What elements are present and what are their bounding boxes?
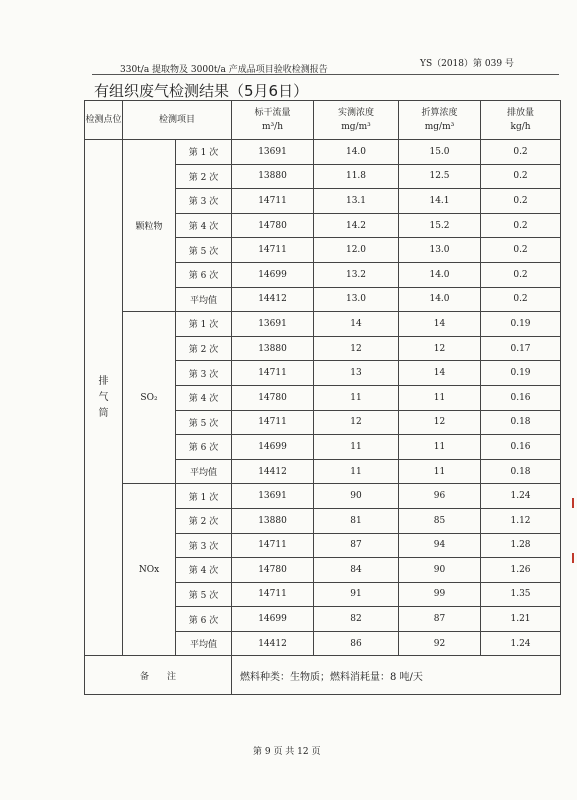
header-rule <box>92 74 559 75</box>
flow-cell: 14412 <box>232 631 314 656</box>
converted-cell: 94 <box>399 533 481 558</box>
emission-cell: 1.28 <box>481 533 561 558</box>
converted-cell: 13.0 <box>399 238 481 263</box>
converted-cell: 11 <box>399 385 481 410</box>
sample-label-cell: 第 6 次 <box>176 607 232 632</box>
header-item: 检测项目 <box>123 101 232 140</box>
edge-mark <box>572 498 574 508</box>
flow-cell: 14780 <box>232 385 314 410</box>
emission-cell: 0.2 <box>481 213 561 238</box>
emission-cell: 0.16 <box>481 435 561 460</box>
emission-cell: 0.19 <box>481 312 561 337</box>
pollutant-cell: 颗粒物 <box>123 140 176 312</box>
table-row <box>85 484 561 509</box>
pollutant-cell: SO₂ <box>123 312 176 484</box>
sample-label-cell: 第 3 次 <box>176 533 232 558</box>
measured-cell: 91 <box>314 582 399 607</box>
measured-cell: 13.2 <box>314 262 399 287</box>
pollutant-cell: NOx <box>123 484 176 656</box>
emission-cell: 0.2 <box>481 262 561 287</box>
sample-label-cell: 第 1 次 <box>176 312 232 337</box>
sample-label-cell: 平均值 <box>176 287 232 312</box>
location-cell: 排 气 筒 <box>85 140 123 656</box>
emission-cell: 0.2 <box>481 287 561 312</box>
measured-cell: 11 <box>314 435 399 460</box>
header-converted-unit: mg/m³ <box>424 122 455 132</box>
converted-cell: 85 <box>399 508 481 533</box>
emission-cell: 1.24 <box>481 631 561 656</box>
converted-cell: 14 <box>399 361 481 386</box>
sample-label-cell: 第 5 次 <box>176 582 232 607</box>
emission-cell: 0.17 <box>481 336 561 361</box>
sample-label-cell: 第 4 次 <box>176 558 232 583</box>
flow-cell: 13691 <box>232 484 314 509</box>
sample-label-cell: 第 5 次 <box>176 238 232 263</box>
converted-cell: 90 <box>399 558 481 583</box>
flow-cell: 14780 <box>232 213 314 238</box>
header-emission-unit: kg/h <box>510 122 531 132</box>
edge-mark <box>572 553 574 563</box>
header-converted-label: 折算浓度 <box>421 108 458 118</box>
sample-label-cell: 第 3 次 <box>176 189 232 214</box>
emission-cell: 0.16 <box>481 385 561 410</box>
converted-cell: 11 <box>399 459 481 484</box>
measured-cell: 11.8 <box>314 164 399 189</box>
converted-cell: 96 <box>399 484 481 509</box>
flow-cell: 13880 <box>232 508 314 533</box>
converted-cell: 14.1 <box>399 189 481 214</box>
converted-cell: 15.0 <box>399 140 481 165</box>
converted-cell: 14.0 <box>399 287 481 312</box>
measured-cell: 90 <box>314 484 399 509</box>
converted-cell: 14 <box>399 312 481 337</box>
measured-cell: 86 <box>314 631 399 656</box>
measured-cell: 11 <box>314 459 399 484</box>
converted-cell: 12.5 <box>399 164 481 189</box>
measured-cell: 13 <box>314 361 399 386</box>
sample-label-cell: 第 2 次 <box>176 336 232 361</box>
emission-cell: 1.12 <box>481 508 561 533</box>
sample-label-cell: 第 2 次 <box>176 164 232 189</box>
emission-cell: 1.24 <box>481 484 561 509</box>
header-emission <box>481 101 561 140</box>
emission-cell: 0.18 <box>481 410 561 435</box>
converted-cell: 14.0 <box>399 262 481 287</box>
sample-label-cell: 平均值 <box>176 631 232 656</box>
measured-cell: 13.1 <box>314 189 399 214</box>
header-flow-label: 标干流量 <box>254 108 291 118</box>
header-measured <box>314 101 399 140</box>
flow-cell: 14699 <box>232 435 314 460</box>
sample-label-cell: 平均值 <box>176 459 232 484</box>
sample-label-cell: 第 4 次 <box>176 213 232 238</box>
header-converted <box>399 101 481 140</box>
header-measured-label: 实测浓度 <box>338 108 375 118</box>
report-number: YS（2018）第 039 号 <box>420 59 514 69</box>
measured-cell: 12.0 <box>314 238 399 263</box>
remark-row <box>85 656 561 695</box>
emission-cell: 0.2 <box>481 189 561 214</box>
measured-cell: 11 <box>314 385 399 410</box>
flow-cell: 14699 <box>232 607 314 632</box>
flow-cell: 14780 <box>232 558 314 583</box>
converted-cell: 92 <box>399 631 481 656</box>
sample-label-cell: 第 3 次 <box>176 361 232 386</box>
flow-cell: 13691 <box>232 140 314 165</box>
emission-cell: 1.21 <box>481 607 561 632</box>
measured-cell: 14.0 <box>314 140 399 165</box>
converted-cell: 12 <box>399 336 481 361</box>
sample-label-cell: 第 6 次 <box>176 435 232 460</box>
sample-label-cell: 第 2 次 <box>176 508 232 533</box>
header-point: 检测点位 <box>85 101 123 140</box>
emission-results-table <box>84 100 561 695</box>
flow-cell: 14711 <box>232 533 314 558</box>
report-header-left: 330t/a 提取物及 3000t/a 产成品项目验收检测报告 <box>120 65 328 75</box>
emission-cell: 0.19 <box>481 361 561 386</box>
flow-cell: 14711 <box>232 410 314 435</box>
emission-cell: 0.2 <box>481 238 561 263</box>
measured-cell: 84 <box>314 558 399 583</box>
converted-cell: 87 <box>399 607 481 632</box>
sample-label-cell: 第 1 次 <box>176 140 232 165</box>
measured-cell: 13.0 <box>314 287 399 312</box>
converted-cell: 11 <box>399 435 481 460</box>
header-flow-unit: m³/h <box>262 122 283 132</box>
header-flow <box>232 101 314 140</box>
flow-cell: 14711 <box>232 189 314 214</box>
emission-cell: 0.2 <box>481 140 561 165</box>
measured-cell: 12 <box>314 410 399 435</box>
measured-cell: 14.2 <box>314 213 399 238</box>
flow-cell: 14412 <box>232 459 314 484</box>
sample-label-cell: 第 1 次 <box>176 484 232 509</box>
flow-cell: 14412 <box>232 287 314 312</box>
flow-cell: 14711 <box>232 582 314 607</box>
sample-label-cell: 第 5 次 <box>176 410 232 435</box>
remark-label: 备 注 <box>85 656 232 695</box>
converted-cell: 15.2 <box>399 213 481 238</box>
table-row <box>85 140 561 165</box>
measured-cell: 12 <box>314 336 399 361</box>
converted-cell: 12 <box>399 410 481 435</box>
measured-cell: 87 <box>314 533 399 558</box>
sample-label-cell: 第 6 次 <box>176 262 232 287</box>
table-header-row <box>85 101 561 140</box>
emission-cell: 0.18 <box>481 459 561 484</box>
page-number: 第 9 页 共 12 页 <box>253 747 321 757</box>
remark-value: 燃料种类：生物质；燃料消耗量：8 吨/天 <box>232 656 561 695</box>
header-emission-label: 排放量 <box>507 108 535 118</box>
emission-cell: 1.26 <box>481 558 561 583</box>
converted-cell: 99 <box>399 582 481 607</box>
emission-cell: 1.35 <box>481 582 561 607</box>
sample-label-cell: 第 4 次 <box>176 385 232 410</box>
flow-cell: 14699 <box>232 262 314 287</box>
table-body <box>85 140 561 695</box>
table-row <box>85 312 561 337</box>
measured-cell: 81 <box>314 508 399 533</box>
header-measured-unit: mg/m³ <box>341 122 371 132</box>
measured-cell: 82 <box>314 607 399 632</box>
measured-cell: 14 <box>314 312 399 337</box>
flow-cell: 14711 <box>232 361 314 386</box>
page-title: 有组织废气检测结果（5月6日） <box>94 82 309 100</box>
flow-cell: 13880 <box>232 164 314 189</box>
flow-cell: 14711 <box>232 238 314 263</box>
emission-cell: 0.2 <box>481 164 561 189</box>
flow-cell: 13880 <box>232 336 314 361</box>
flow-cell: 13691 <box>232 312 314 337</box>
